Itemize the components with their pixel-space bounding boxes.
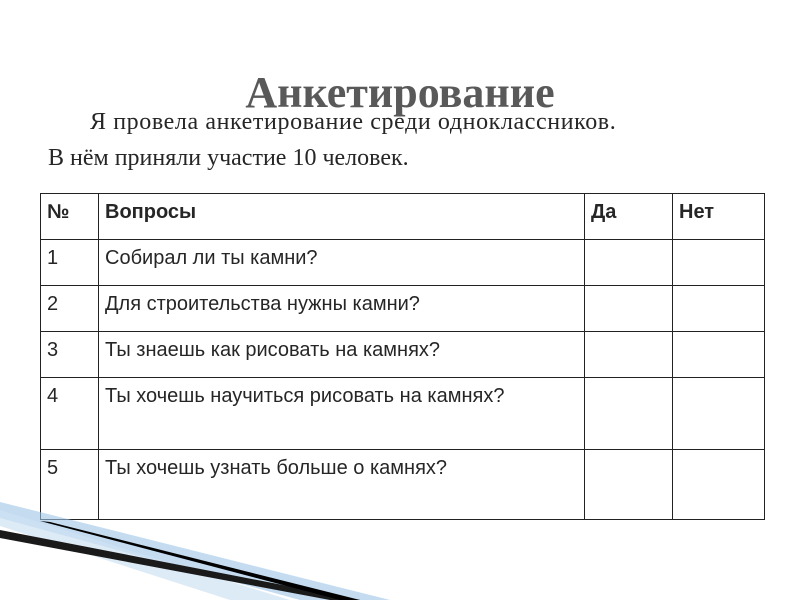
header-yes: Да (585, 194, 673, 240)
row-number: 5 (41, 450, 99, 520)
survey-table (40, 193, 765, 520)
table-row (41, 286, 765, 332)
row-number: 1 (41, 240, 99, 286)
intro-line-2: В нём приняли участие 10 человек. (48, 145, 409, 171)
header-number: № (41, 194, 99, 240)
table-header-row (41, 194, 765, 240)
table-row (41, 240, 765, 286)
row-no-cell (673, 332, 765, 378)
table-row (41, 332, 765, 378)
row-yes-cell (585, 286, 673, 332)
row-no-cell (673, 378, 765, 450)
header-no: Нет (673, 194, 765, 240)
intro-paragraph (48, 104, 768, 176)
row-yes-cell (585, 240, 673, 286)
intro-line-1: Я провела анкетирование среди одноклассников. (90, 109, 617, 135)
row-question: Для строительства нужны камни? (99, 286, 585, 332)
corner-stripes-decoration (0, 500, 800, 600)
row-no-cell (673, 240, 765, 286)
row-yes-cell (585, 378, 673, 450)
page-title: Анкетирование (245, 68, 555, 118)
row-no-cell (673, 286, 765, 332)
row-question: Ты знаешь как рисовать на камнях? (99, 332, 585, 378)
row-question: Ты хочешь узнать больше о камнях? (99, 450, 585, 520)
row-number: 2 (41, 286, 99, 332)
row-number: 3 (41, 332, 99, 378)
header-questions: Вопросы (99, 194, 585, 240)
row-question: Собирал ли ты камни? (99, 240, 585, 286)
pale-blue-stripe (0, 510, 290, 600)
row-question: Ты хочешь научиться рисовать на камнях? (99, 378, 585, 450)
row-yes-cell (585, 332, 673, 378)
row-number: 4 (41, 378, 99, 450)
table-row (41, 378, 765, 450)
